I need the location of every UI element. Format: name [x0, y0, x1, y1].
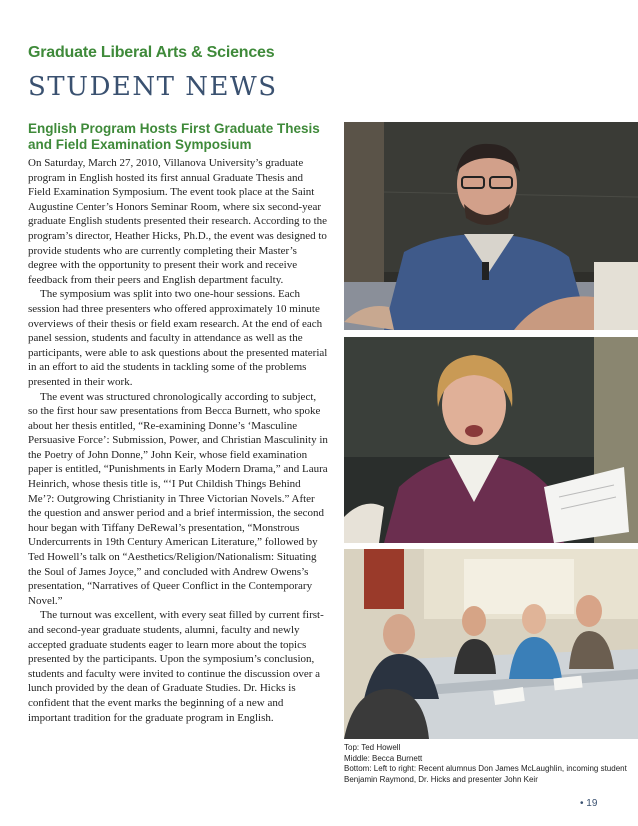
caption-bottom: Bottom: Left to right: Recent alumnus Don James McLaughlin, incoming student Benjamin Raymond, Dr. Hicks and presenter John Keir: [344, 764, 627, 784]
photo-seminar-room: [344, 549, 638, 739]
article-title: English Program Hosts First Graduate Thesis and Field Examination Symposium: [28, 121, 320, 152]
article-body: [28, 156, 328, 725]
photo-ted-howell: [344, 122, 638, 330]
article-paragraph: The event was structured chronologically according to subject, so the first hour saw presentations from Becca Burnett, who spoke about her thesis entitled, “Re-examining Donne’s ‘Masculine Persuasive Force’: Submission, Power, and Christian Masculinity in the Poetry of John Donne,” John Keir, whose field examination paper is entitled, “Punishments in Early Modern Drama,” and Laura Heinrich, whose thesis title is, “‘I Put Childish Things Behind Me’?: Outgrowing Christianity in Three Victorian Novels.” After the question and answer period and a brief intermission, the second hour began with Tiffany DeRewal’s presentation, “Monstrous Undercurrents in 19th Century American Literature,” followed by Ted Howell’s talk on “Aesthetics/Religion/Nationalism: Situating the Soul of James Joyce,” and concluded with Andrew Owens’s presentation, “Narratives of Queer Conflict in the Contemporary Novel.”: [28, 390, 328, 607]
photo-becca-burnett: [344, 337, 638, 543]
caption-top: Top: Ted Howell: [344, 743, 401, 752]
article-paragraph: The symposium was split into two one-hour sessions. Each session had three presenters who offered approximately 10 minute overviews of their thesis or field exam research. At the end of each panel session, students and faculty in attendance as well as the participants, were able to ask questions about the presented material in an effort to aid the students in tackling some of the problems presented in their work.: [28, 288, 328, 388]
caption-middle: Middle: Becca Burnett: [344, 753, 423, 763]
photo-captions: [344, 743, 634, 785]
page-number: • 19: [580, 798, 598, 809]
article-paragraph: On Saturday, March 27, 2010, Villanova University’s graduate program in English hosted its first annual Graduate Thesis and Field Examination Symposium. The event took place at the Saint Augustine Center’s Honors Seminar Room, where six second-year graduate English students presented their research. According to the program’s director, Heather Hicks, Ph.D., the event was designed to provide students who are currently completing their Master’s degree with the opportunity to present their work and receive feedback from their peers and English department faculty.: [28, 157, 328, 286]
section-label: Graduate Liberal Arts & Sciences: [28, 44, 275, 61]
article-paragraph: The turnout was excellent, with every seat filled by current first- and second-year graduate students, alumni, faculty and newly accepted graduate students eager to learn more about the topics presented by the participants. Upon the symposium’s conclusion, students and faculty were invited to continue the discussion over a lunch provided by the dean of Graduate Studies. Dr. Hicks is confident that the event marks the beginning of a new and important tradition for the graduate program in English.: [28, 609, 324, 724]
page-title: STUDENT NEWS: [28, 72, 278, 102]
